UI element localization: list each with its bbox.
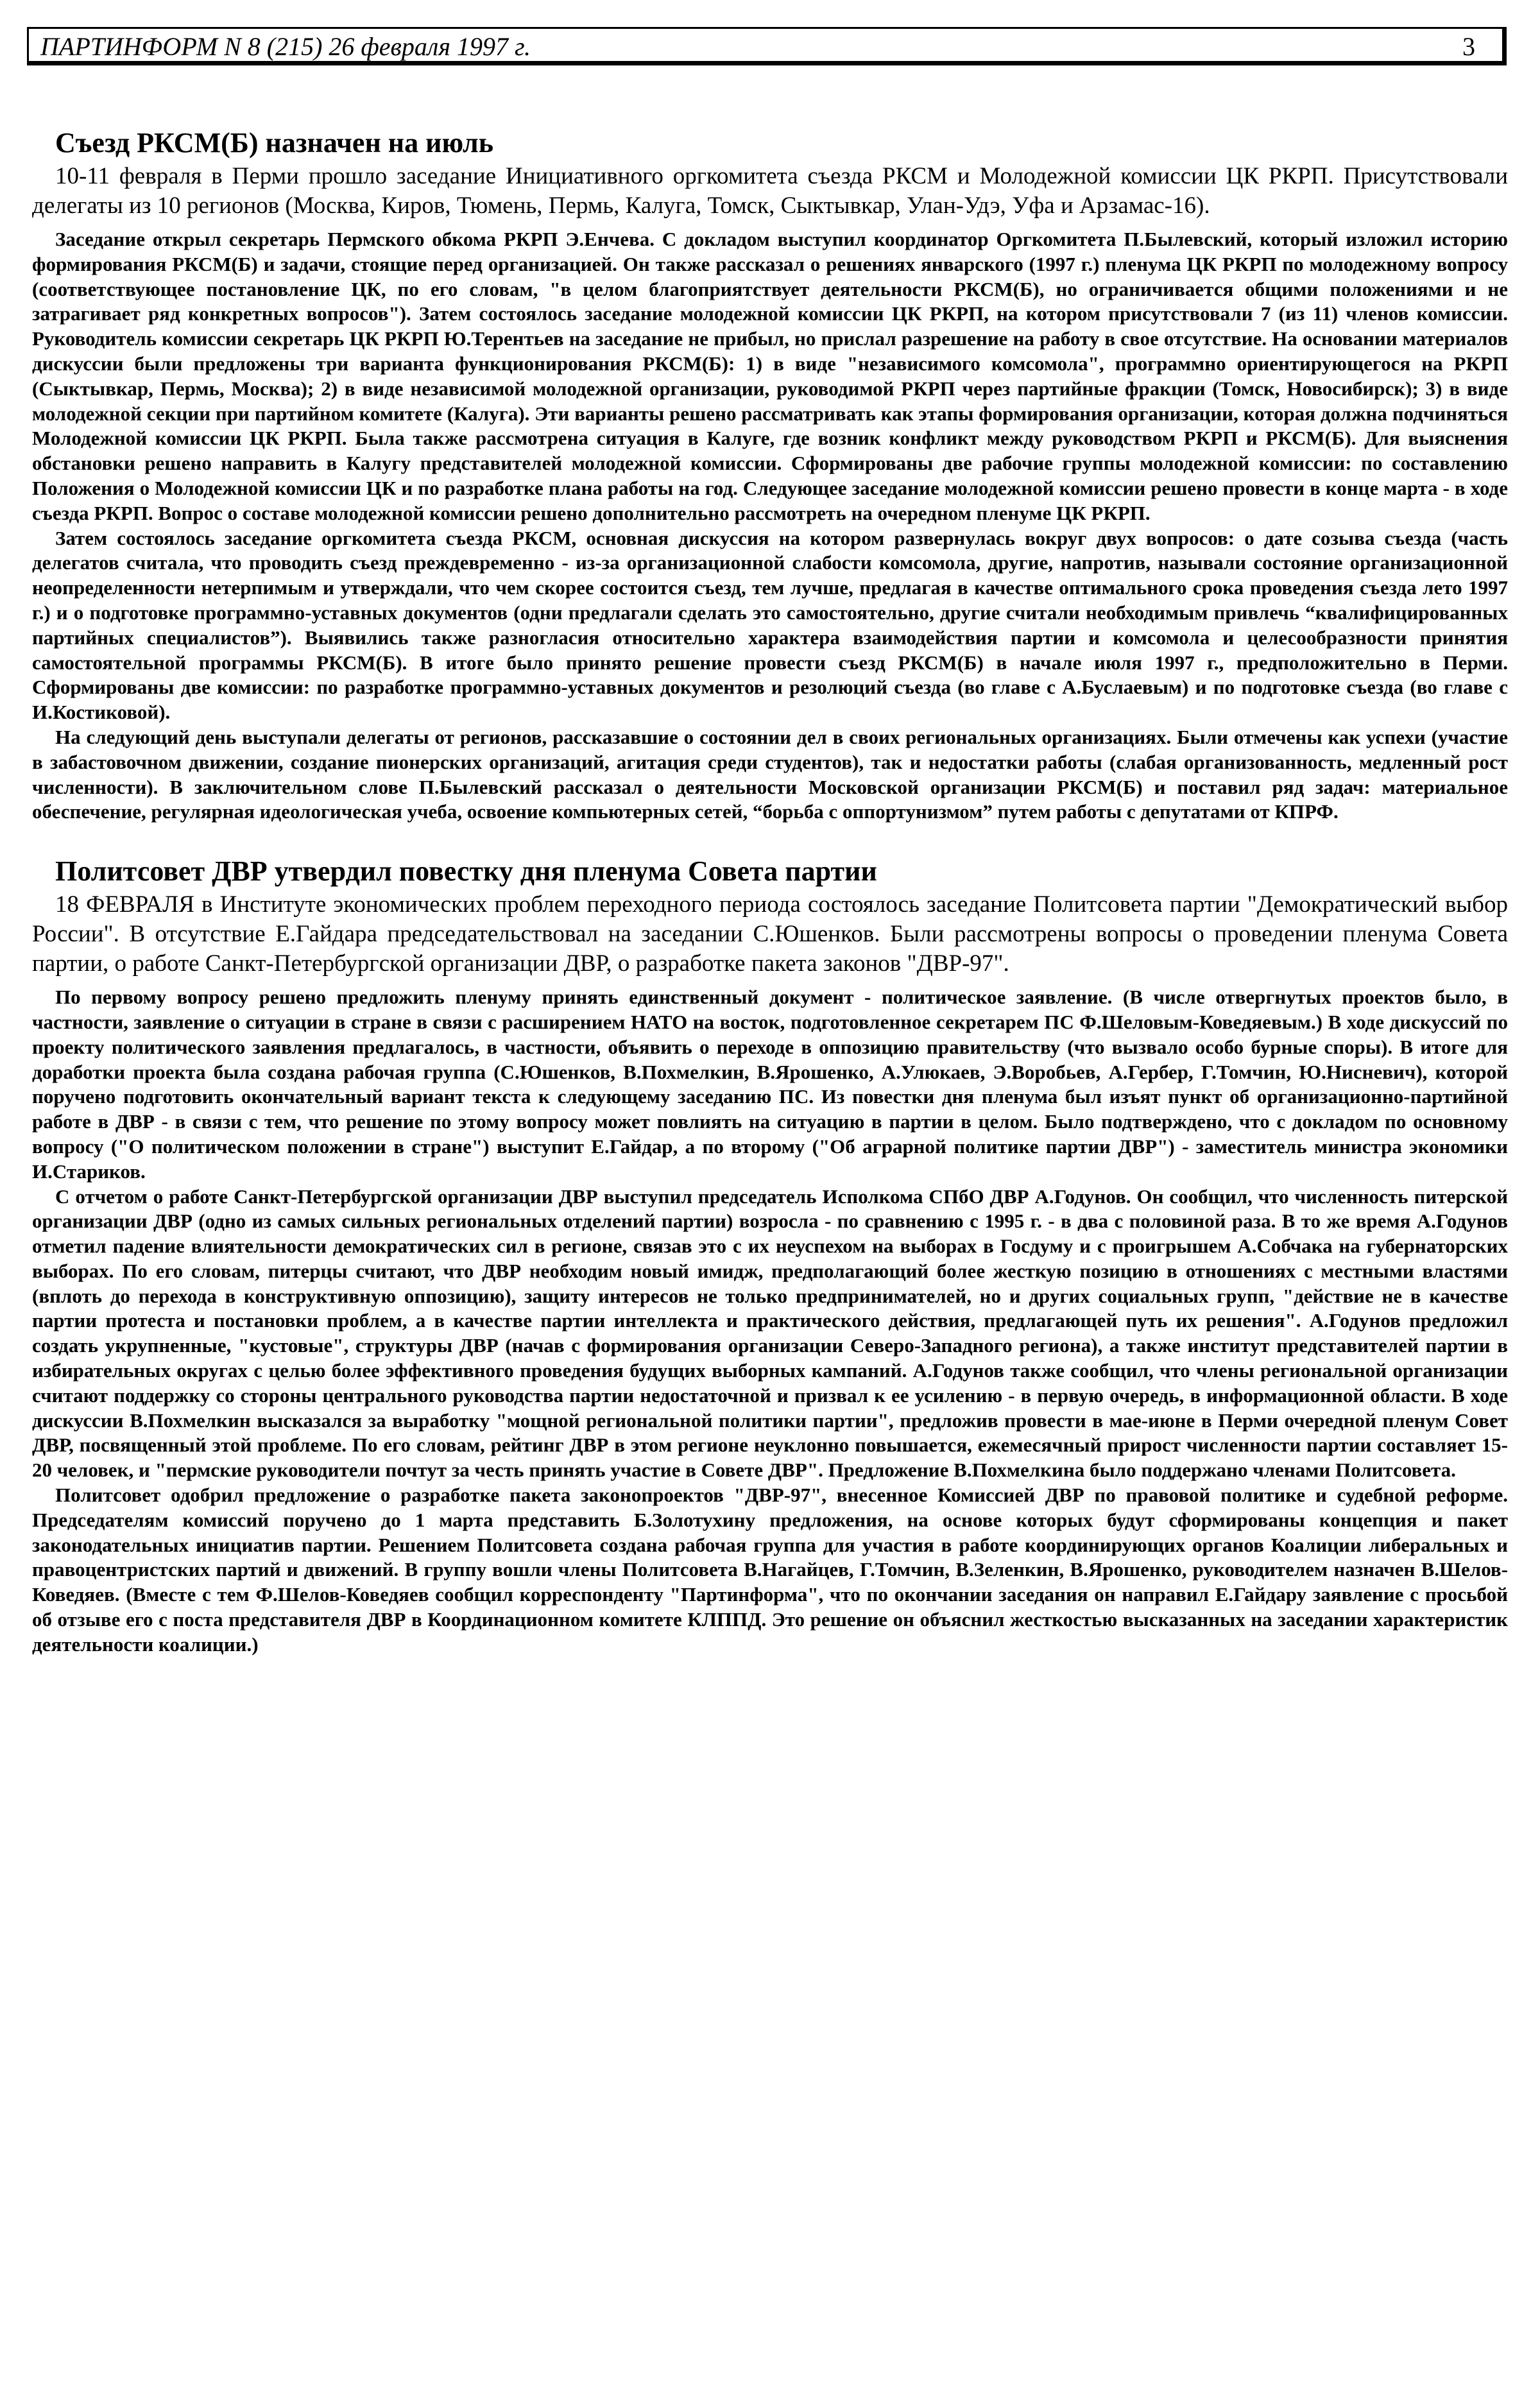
article-rksm-congress [32, 126, 1508, 825]
article-paragraph: С отчетом о работе Санкт-Петербургской организации ДВР выступил председатель Исполкома СПбО ДВР А.Годунов. Он сообщил, что численность питерской организации ДВР (одно из самых сильных региональных отделений партии) возросла - по сравнению с 1995 г. - в два с половиной раза. В то же время А.Годунов отметил падение влиятельности демократических сил в регионе, связав это с их неуспехом на выборах в Госдуму и с проигрышем А.Собчака на губернаторских выборах. По его словам, питерцы считают, что ДВР необходим новый имидж, предполагающий более жесткую позицию в отношениях с местными властями (вплоть до перехода в конструктивную оппозицию), защиту интересов не только предпринимателей, но и других социальных групп, "действие не в качестве партии протеста и постановки проблем, а в качестве партии интеллекта и практического действия, предлагающей путь их решения". А.Годунов предложил создать укрупненные, "кустовые", структуры ДВР (начав с формирования организации Северо-Западного региона), а также институт представителей партии в избирательных округах с целью более эффективного проведения будущих выборных кампаний. А.Годунов также сообщил, что члены региональной организации считают поддержку со стороны центрального руководства партии недостаточной и призвал к ее усилению - в первую очередь, в информационной области. В ходе дискуссии В.Похмелкин высказался за выработку "мощной региональной политики партии", предложив провести в мае-июне в Перми очередной пленум Совет ДВР, посвященный этой проблеме. По его словам, рейтинг ДВР в этом регионе неуклонно повышается, ежемесячный прирост численности партии составляет 15-20 человек, и "пермские руководители почтут за честь принять участие в Совете ДВР". Предложение В.Похмелкина было поддержано членами Политсовета. [32, 1185, 1508, 1482]
article-paragraph: Политсовет одобрил предложение о разработке пакета законопроектов "ДВР-97", внесенное Комиссией ДВР по правовой политике и судебной реформе. Председателям комиссий поручено до 1 марта представить Б.Золотухину предложения, на основе которых будут сформированы концепция и пакет законодательных инициатив партии. Решением Политсовета создана рабочая группа для участия в работе координирующих органов Коалиции либеральных и правоцентристских партий и движений. В группу вошли члены Политсовета В.Нагайцев, Г.Томчин, В.Зеленкин, В.Ярошенко, руководителем назначен В.Шелов-Коведяев. (Вместе с тем Ф.Шелов-Коведяев сообщил корреспонденту "Партинформа", что по окончании заседания он направил Е.Гайдару заявление с просьбой об отзыве его с поста представителя ДВР в Координационном комитете КЛППД. Это решение он объяснил жесткостью высказанных на заседании характеристик деятельности коалиции.) [32, 1484, 1508, 1656]
article-paragraph: По первому вопросу решено предложить пленуму принять единственный документ - политическое заявление. (В числе отвергнутых проектов было, в частности, заявление о ситуации в стране в связи с расширением НАТО на восток, подготовленное секретарем ПС Ф.Шеловым-Коведяевым.) В ходе дискуссий по проекту политического заявления предлагалось, в частности, объявить о переходе в оппозицию правительству (что вызвало особо бурные споры). В итоге для доработки проекта была создана рабочая группа (С.Юшенков, В.Похмелкин, В.Ярошенко, А.Улюкаев, Э.Воробьев, А.Гербер, Г.Томчин, Ю.Нисневич), которой поручено подготовить окончательный вариант текста к следующему заседанию ПС. Из повестки дня пленума был изъят пункт об организационно-партийной работе в ДВР - в связи с тем, что решение по этому вопросу может повлиять на ситуацию в партии в целом. Было подтверждено, что с докладом по основному вопросу ("О политическом положении в стране") выступит Е.Гайдар, а по второму ("Об аграрной политике партии ДВР") - заместитель министра экономики И.Стариков. [32, 986, 1508, 1183]
article-paragraph: На следующий день выступали делегаты от регионов, рассказавшие о состоянии дел в своих региональных организациях. Были отмечены как успехи (участие в забастовочном движении, создание пионерских организаций, агитация среди студентов), так и недостатки работы (слабая организованность, медленный рост численности). В заключительном слове П.Былевский рассказал о деятельности Московской организации РКСМ(Б) и поставил ряд задач: материальное обеспечение, регулярная идеологическая учеба, освоение компьютерных сетей, “борьба с оппортунизмом” путем работы с депутатами от КПРФ. [32, 725, 1508, 823]
page-content [32, 126, 1508, 1658]
article-paragraph: Заседание открыл секретарь Пермского обкома РКРП Э.Енчева. С докладом выступил координатор Оргкомитета П.Былевский, который изложил историю формирования РКСМ(Б) и задачи, стоящие перед организацией. Он также рассказал о решениях январского (1997 г.) пленума ЦК РКРП по молодежному вопросу (соответствующее постановление ЦК, по его словам, "в целом благоприятствует деятельности РКСМ(Б), но ограничивается общими положениями и не затрагивает ряд конкретных вопросов"). Затем состоялось заседание молодежной комиссии ЦК РКРП, на котором присутствовали 7 (из 11) членов комиссии. Руководитель комиссии секретарь ЦК РКРП Ю.Терентьев на заседание не прибыл, но прислал разрешение на работу в свое отсутствие. На основании материалов дискуссии были предложены три варианта функционирования РКСМ(Б): 1) в виде "независимого комсомола", программно ориентирующегося на РКРП (Сыктывкар, Пермь, Москва); 2) в виде независимой молодежной организации, руководимой РКРП через партийные фракции (Томск, Новосибирск); 3) в виде молодежной секции при партийном комитете (Калуга). Эти варианты решено рассматривать как этапы формирования организации, которая должна подчиняться Молодежной комиссии ЦК РКРП. Была также рассмотрена ситуация в Калуге, где возник конфликт между руководством РКРП и РКСМ(Б). Для выяснения обстановки решено направить в Калугу представителей молодежной комиссии. Сформированы две рабочие группы молодежной комиссии: по составлению Положения о Молодежной комиссии ЦК и по разработке плана работы на год. Следующее заседание молодежной комиссии решено провести в конце марта - в ходе съезда РКРП. Вопрос о составе молодежной комиссии решено дополнительно рассмотреть на очередном пленуме ЦК РКРП. [32, 228, 1508, 524]
article-lead: 10-11 февраля в Перми прошло заседание Инициативного оргкомитета съезда РКСМ и Молодежной комиссии ЦК РКРП. Присутствовали делегаты из 10 регионов (Москва, Киров, Тюмень, Пермь, Калуга, Томск, Сыктывкар, Улан-Удэ, Уфа и Арзамас-16). [32, 163, 1508, 219]
article-paragraph: Затем состоялось заседание оргкомитета съезда РКСМ, основная дискуссия на котором развернулась вокруг двух вопросов: о дате созыва съезда (часть делегатов считала, что проводить съезд преждевременно - из-за организационной слабости комсомола, другие, напротив, называли состояние организационной неопределенности нетерпимым и утверждали, что чем скорее состоится съезд, тем лучше, предлагая в качестве оптимального срока проведения съезда лето 1997 г.) и о подготовке программно-уставных документов (одни предлагали сделать это самостоятельно, другие считали необходимым привлечь “квалифицированных партийных специалистов”). Выявились также разногласия относительно характера взаимодействия партии и комсомола и целесообразности принятия самостоятельной программы РКСМ(Б). В итоге было принято решение провести съезд РКСМ(Б) в начале июля 1997 г., предположительно в Перми. Сформированы две комиссии: по разработке программно-уставных документов и резолюций съезда (во главе с А.Буслаевым) и по подготовке съезда (во главе с И.Костиковой). [32, 526, 1508, 724]
page-header [27, 27, 1507, 65]
article-separator [32, 825, 1508, 854]
article-dvr-politsovet [32, 854, 1508, 1658]
article-lead: 18 ФЕВРАЛЯ в Институте экономических проблем переходного периода состоялось заседание Политсовета партии "Демократический выбор России". В отсутствие Е.Гайдара председательствовал на заседании С.Юшенков. Были рассмотрены вопросы о проведении пленума Совета партии, о работе Санкт-Петербургской организации ДВР, о разработке пакета законов "ДВР-97". [32, 891, 1508, 977]
issue-title: ПАРТИНФОРМ N 8 (215) 26 февраля 1997 г. [40, 32, 531, 61]
article-title: Съезд РКСМ(Б) назначен на июль [55, 127, 493, 159]
page-number: 3 [1462, 32, 1475, 61]
article-title: Политсовет ДВР утвердил повестку дня пленума Совета партии [55, 855, 877, 887]
